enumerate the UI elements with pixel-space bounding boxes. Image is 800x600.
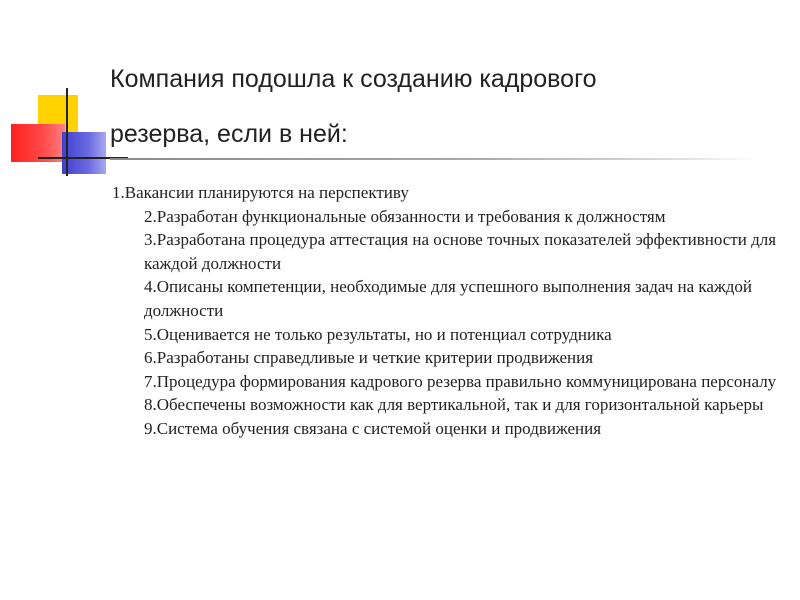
criteria-list xyxy=(112,181,782,441)
vertical-rule xyxy=(66,88,68,176)
title-divider xyxy=(110,158,760,160)
list-item: 1.Вакансии планируются на перспективу xyxy=(112,183,409,202)
list-item: 6.Разработаны справедливые и четкие критерии продвижения xyxy=(144,348,594,368)
list-item: 8.Обеспечены возможности как для вертикальной, так и для горизонтальной карьеры xyxy=(144,395,764,415)
blue-square xyxy=(62,132,106,174)
slide-title xyxy=(110,52,760,162)
corner-decoration xyxy=(0,0,120,190)
list-item: 7.Процедура формирования кадрового резерва правильно коммуницирована персоналу xyxy=(144,371,777,391)
list-item: 2.Разработан функциональные обязанности и требования к должностям xyxy=(144,206,666,226)
list-item: 9.Система обучения связана с системой оценки и продвижения xyxy=(144,418,602,438)
title-line-1: Компания подошла к созданию кадрового xyxy=(110,65,597,93)
title-line-2: резерва, если в ней: xyxy=(110,120,348,148)
list-item: 5.Оценивается не только результаты, но и потенциал сотрудника xyxy=(144,324,612,344)
list-item: 3.Разработана процедура аттестация на основе точных показателей эффективности для каждой должности xyxy=(144,230,777,273)
list-item: 4.Описаны компетенции, необходимые для успешного выполнения задач на каждой должности xyxy=(144,277,752,320)
